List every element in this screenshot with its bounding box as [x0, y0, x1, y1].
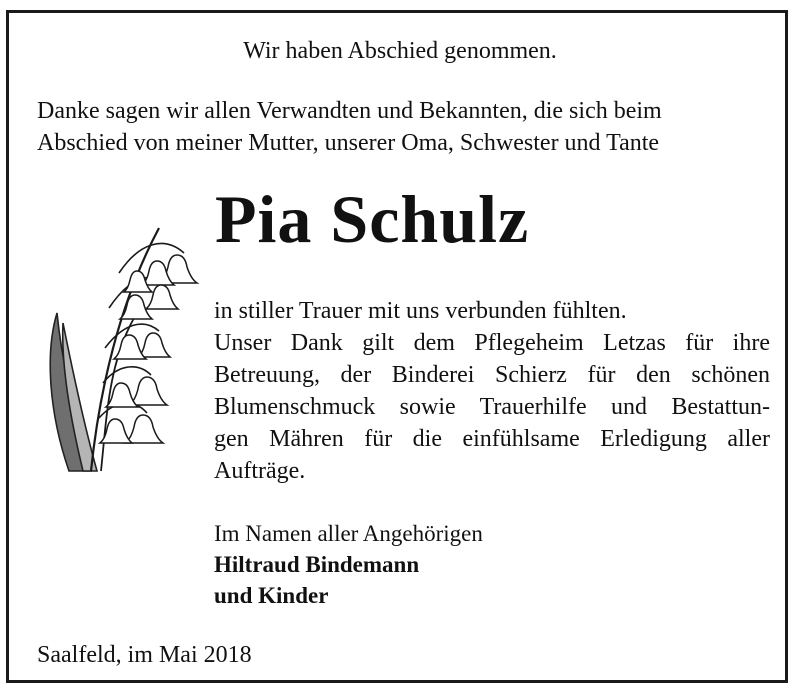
- body-line: Aufträge.: [214, 458, 306, 484]
- intro-line-1: Danke sagen wir allen Verwandten und Bekannten, die sich beim: [37, 98, 662, 124]
- body-line: Betreuung, der Binderei Schierz für den schönen: [214, 362, 770, 388]
- thanks-text: [214, 295, 770, 487]
- headline: Wir haben Abschied genommen.: [243, 38, 557, 64]
- signature-block: [214, 518, 483, 611]
- body-line: in stiller Trauer mit uns verbunden fühlten.: [214, 298, 627, 324]
- signature-prefix: Im Namen aller Angehörigen: [214, 521, 483, 546]
- signature-name: Hiltraud Bindemann: [214, 552, 420, 577]
- lily-of-the-valley-icon: [39, 213, 214, 488]
- body-line: Unser Dank gilt dem Pflegeheim Letzas für ihre: [214, 330, 770, 356]
- place-date: Saalfeld, im Mai 2018: [37, 642, 252, 668]
- body-line: gen Mähren für die einfühlsame Erledigung aller: [214, 426, 770, 452]
- intro-line-2: Abschied von meiner Mutter, unserer Oma, Schwester und Tante: [37, 130, 660, 156]
- body-line: Blumenschmuck sowie Trauerhilfe und Bestattun-: [214, 394, 770, 420]
- deceased-name: Pia Schulz: [215, 181, 530, 257]
- signature-family: und Kinder: [214, 583, 329, 608]
- notice-frame: [6, 10, 788, 683]
